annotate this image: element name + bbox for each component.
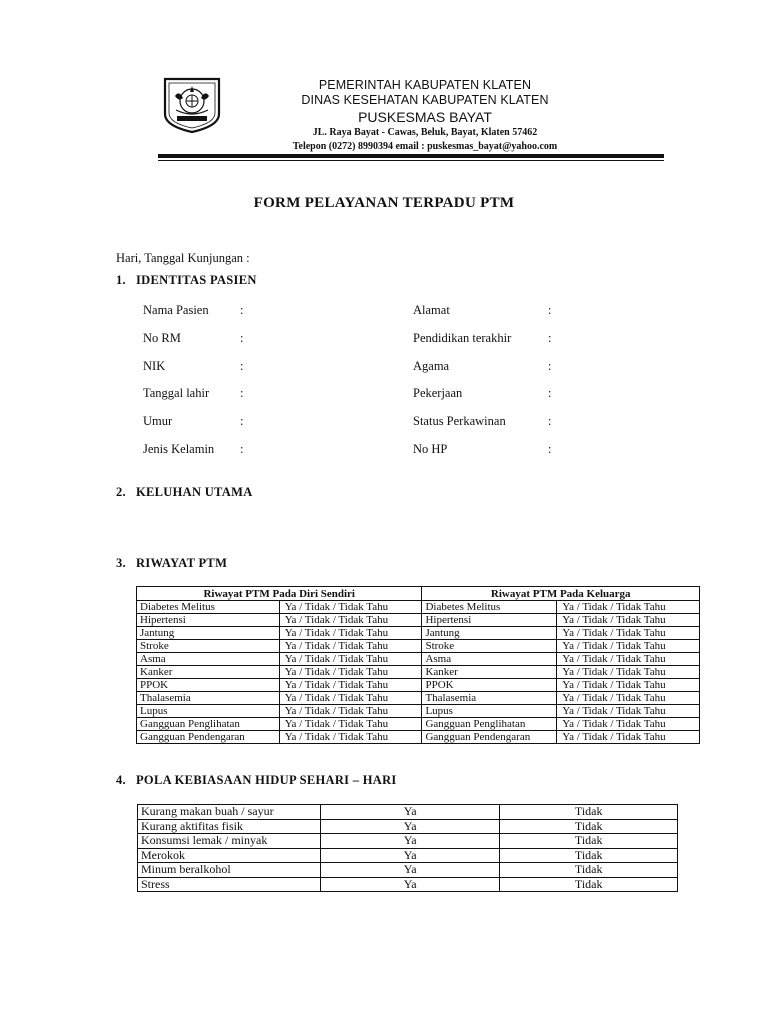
visit-date-label: Hari, Tanggal Kunjungan : bbox=[116, 251, 250, 265]
answer-family: Ya / Tidak / Tidak Tahu bbox=[557, 731, 700, 744]
table-row bbox=[137, 679, 700, 692]
answer-ya: Ya bbox=[320, 805, 500, 820]
identity-colon: : bbox=[240, 359, 244, 373]
letterhead-divider-thick bbox=[158, 154, 664, 158]
identity-label-left: Nama Pasien bbox=[143, 303, 209, 317]
section-pola-kebiasaan bbox=[116, 773, 397, 788]
condition-self: PPOK bbox=[137, 679, 280, 692]
section-number: 4. bbox=[116, 773, 126, 787]
answer-tidak: Tidak bbox=[500, 877, 678, 892]
condition-family: Stroke bbox=[422, 640, 557, 653]
condition-self: Gangguan Penglihatan bbox=[137, 718, 280, 731]
identity-label-right: Alamat bbox=[413, 303, 450, 317]
riwayat-table-body bbox=[137, 601, 700, 744]
table-row bbox=[138, 834, 678, 849]
condition-self: Thalasemia bbox=[137, 692, 280, 705]
condition-family: Diabetes Melitus bbox=[422, 601, 557, 614]
form-title: FORM PELAYANAN TERPADU PTM bbox=[253, 195, 515, 211]
habit-item: Merokok bbox=[138, 848, 321, 863]
table-row bbox=[137, 640, 700, 653]
habit-item: Kurang aktifitas fisik bbox=[138, 819, 321, 834]
condition-family: Gangguan Penglihatan bbox=[422, 718, 557, 731]
identity-label-right: Status Perkawinan bbox=[413, 414, 506, 428]
identity-colon: : bbox=[548, 303, 552, 317]
answer-tidak: Tidak bbox=[500, 819, 678, 834]
answer-family: Ya / Tidak / Tidak Tahu bbox=[557, 692, 700, 705]
table-row bbox=[138, 805, 678, 820]
table-row bbox=[138, 819, 678, 834]
identity-label-left: NIK bbox=[143, 359, 166, 373]
answer-family: Ya / Tidak / Tidak Tahu bbox=[557, 666, 700, 679]
table-row bbox=[137, 718, 700, 731]
answer-tidak: Tidak bbox=[500, 848, 678, 863]
answer-self: Ya / Tidak / Tidak Tahu bbox=[279, 679, 422, 692]
identity-label-right: Agama bbox=[413, 359, 450, 373]
answer-self: Ya / Tidak / Tidak Tahu bbox=[279, 692, 422, 705]
condition-self: Jantung bbox=[137, 627, 280, 640]
condition-family: Thalasemia bbox=[422, 692, 557, 705]
section-keluhan-utama bbox=[116, 485, 253, 500]
answer-tidak: Tidak bbox=[500, 863, 678, 878]
section-number: 2. bbox=[116, 485, 126, 499]
klaten-regency-emblem-icon bbox=[161, 76, 223, 134]
table-row bbox=[137, 731, 700, 744]
letterhead-divider-thin bbox=[158, 160, 664, 161]
table-row bbox=[137, 666, 700, 679]
answer-self: Ya / Tidak / Tidak Tahu bbox=[279, 601, 422, 614]
section-identitas-pasien bbox=[116, 273, 257, 288]
section-number: 1. bbox=[116, 273, 126, 287]
condition-family: Hipertensi bbox=[422, 614, 557, 627]
identity-label-right: Pekerjaan bbox=[413, 386, 463, 400]
condition-self: Gangguan Pendengaran bbox=[137, 731, 280, 744]
identity-colon: : bbox=[240, 442, 244, 456]
answer-family: Ya / Tidak / Tidak Tahu bbox=[557, 653, 700, 666]
identity-colon: : bbox=[548, 442, 552, 456]
identity-colon: : bbox=[240, 386, 244, 400]
section-title: RIWAYAT PTM bbox=[136, 556, 228, 570]
answer-ya: Ya bbox=[320, 834, 500, 849]
condition-family: PPOK bbox=[422, 679, 557, 692]
answer-self: Ya / Tidak / Tidak Tahu bbox=[279, 731, 422, 744]
table-row bbox=[137, 653, 700, 666]
section-title: KELUHAN UTAMA bbox=[136, 485, 253, 499]
letterhead-address: JL. Raya Bayat - Cawas, Beluk, Bayat, Klaten 57462 bbox=[312, 127, 538, 138]
section-title: POLA KEBIASAAN HIDUP SEHARI – HARI bbox=[136, 773, 397, 787]
condition-self: Asma bbox=[137, 653, 280, 666]
answer-ya: Ya bbox=[320, 877, 500, 892]
habit-item: Konsumsi lemak / minyak bbox=[138, 834, 321, 849]
answer-family: Ya / Tidak / Tidak Tahu bbox=[557, 614, 700, 627]
identity-colon: : bbox=[240, 303, 244, 317]
pola-table-body bbox=[138, 805, 678, 892]
header-self-history: Riwayat PTM Pada Diri Sendiri bbox=[137, 587, 422, 601]
condition-self: Hipertensi bbox=[137, 614, 280, 627]
identity-label-left: No RM bbox=[143, 331, 181, 345]
identity-colon: : bbox=[548, 414, 552, 428]
habit-item: Minum beralkohol bbox=[138, 863, 321, 878]
letterhead-contact: Telepon (0272) 8990394 email : puskesmas_bayat@yahoo.com bbox=[292, 141, 558, 152]
section-number: 3. bbox=[116, 556, 126, 570]
identity-colon: : bbox=[548, 331, 552, 345]
answer-family: Ya / Tidak / Tidak Tahu bbox=[557, 601, 700, 614]
answer-self: Ya / Tidak / Tidak Tahu bbox=[279, 718, 422, 731]
identity-colon: : bbox=[548, 386, 552, 400]
letterhead-clinic: PUSKESMAS BAYAT bbox=[358, 109, 492, 125]
table-row bbox=[137, 705, 700, 718]
table-row bbox=[137, 692, 700, 705]
table-row bbox=[138, 863, 678, 878]
answer-self: Ya / Tidak / Tidak Tahu bbox=[279, 640, 422, 653]
answer-tidak: Tidak bbox=[500, 834, 678, 849]
riwayat-ptm-table bbox=[136, 586, 700, 744]
answer-tidak: Tidak bbox=[500, 805, 678, 820]
answer-family: Ya / Tidak / Tidak Tahu bbox=[557, 718, 700, 731]
header-family-history: Riwayat PTM Pada Keluarga bbox=[422, 587, 700, 601]
condition-self: Kanker bbox=[137, 666, 280, 679]
condition-family: Lupus bbox=[422, 705, 557, 718]
answer-family: Ya / Tidak / Tidak Tahu bbox=[557, 705, 700, 718]
identity-colon: : bbox=[240, 414, 244, 428]
identity-colon: : bbox=[548, 359, 552, 373]
answer-family: Ya / Tidak / Tidak Tahu bbox=[557, 640, 700, 653]
pola-kebiasaan-table bbox=[137, 804, 678, 892]
condition-self: Lupus bbox=[137, 705, 280, 718]
answer-family: Ya / Tidak / Tidak Tahu bbox=[557, 679, 700, 692]
condition-family: Gangguan Pendengaran bbox=[422, 731, 557, 744]
condition-self: Diabetes Melitus bbox=[137, 601, 280, 614]
identity-label-left: Jenis Kelamin bbox=[143, 442, 215, 456]
answer-self: Ya / Tidak / Tidak Tahu bbox=[279, 666, 422, 679]
answer-ya: Ya bbox=[320, 863, 500, 878]
letterhead-department: DINAS KESEHATAN KABUPATEN KLATEN bbox=[301, 93, 549, 107]
habit-item: Stress bbox=[138, 877, 321, 892]
table-row bbox=[138, 877, 678, 892]
table-row bbox=[138, 848, 678, 863]
identity-label-right: Pendidikan terakhir bbox=[413, 331, 512, 345]
table-row bbox=[137, 601, 700, 614]
condition-family: Asma bbox=[422, 653, 557, 666]
identity-label-right: No HP bbox=[413, 442, 448, 456]
table-row bbox=[137, 627, 700, 640]
table-row bbox=[137, 614, 700, 627]
answer-ya: Ya bbox=[320, 848, 500, 863]
section-riwayat-ptm bbox=[116, 556, 227, 571]
letterhead-government: PEMERINTAH KABUPATEN KLATEN bbox=[318, 78, 532, 92]
answer-family: Ya / Tidak / Tidak Tahu bbox=[557, 627, 700, 640]
identity-colon: : bbox=[240, 331, 244, 345]
condition-family: Jantung bbox=[422, 627, 557, 640]
section-title: IDENTITAS PASIEN bbox=[136, 273, 257, 287]
identity-label-left: Umur bbox=[143, 414, 173, 428]
table-header-row bbox=[137, 587, 700, 601]
condition-family: Kanker bbox=[422, 666, 557, 679]
answer-self: Ya / Tidak / Tidak Tahu bbox=[279, 705, 422, 718]
habit-item: Kurang makan buah / sayur bbox=[138, 805, 321, 820]
answer-self: Ya / Tidak / Tidak Tahu bbox=[279, 627, 422, 640]
answer-self: Ya / Tidak / Tidak Tahu bbox=[279, 614, 422, 627]
answer-self: Ya / Tidak / Tidak Tahu bbox=[279, 653, 422, 666]
letterhead bbox=[240, 78, 610, 154]
condition-self: Stroke bbox=[137, 640, 280, 653]
answer-ya: Ya bbox=[320, 819, 500, 834]
identity-label-left: Tanggal lahir bbox=[143, 386, 210, 400]
